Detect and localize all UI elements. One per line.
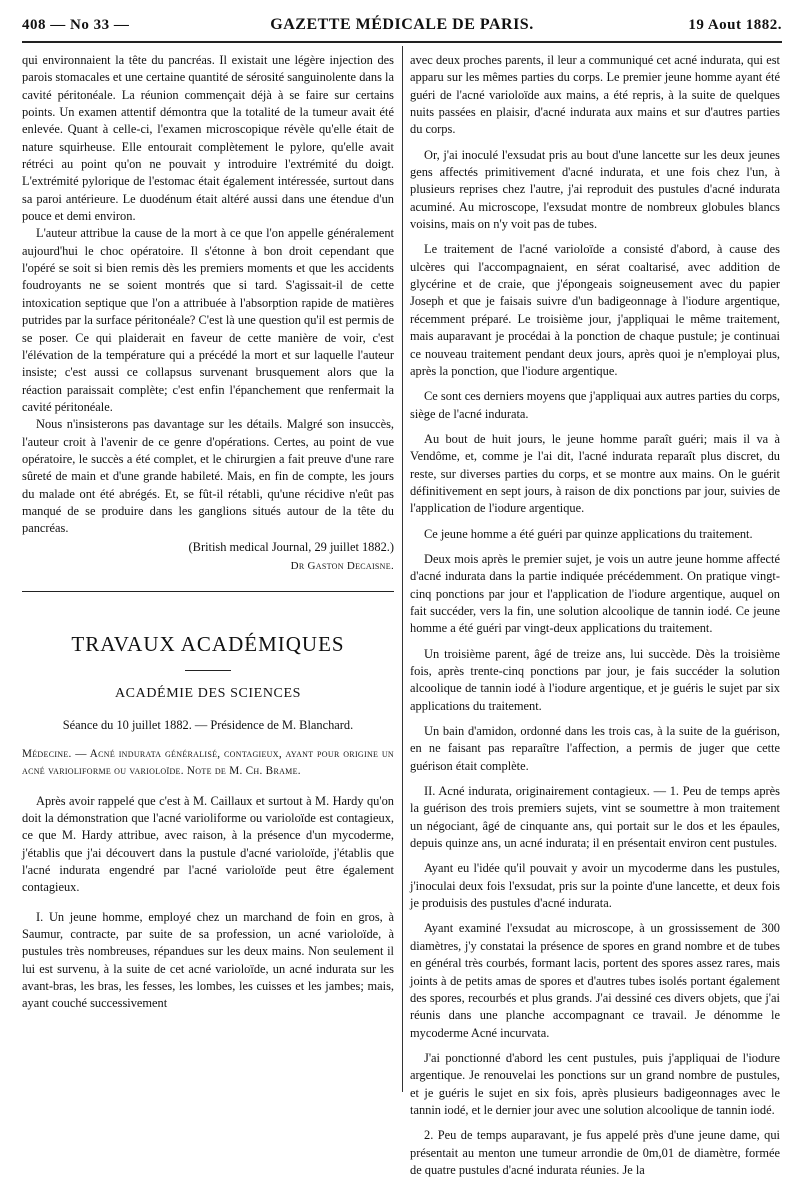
paragraph: Au bout de huit jours, le jeune homme paraît guéri; mais il va à Vendôme, et, comme je l'ai dit, l'acné indurata reparaît plus discret, du reste, sur diverses parties du corps, et se montre aux mains. On le guérit définitivement en sept jours, à raison de dix ponctions par jour, suivies de l'application de l'iodure argentique.	[410, 431, 780, 516]
paragraph: Ce sont ces derniers moyens que j'appliquai aux autres parties du corps, siège de l'acné indurata.	[410, 389, 780, 421]
paragraph: Un troisième parent, âgé de treize ans, lui succède. Dès la troisième fois, après trente-cinq ponctions par jour, je fais succéder la solution alcoolique de tannin iodé à l'iodure argentique, et je guéris le sujet par six applications du traitement.	[410, 646, 780, 713]
paragraph: Nous n'insisterons pas davantage sur les détails. Malgré son insuccès, l'auteur croit à l'avenir de ce genre d'opérations. Certes, au point de vue opératoire, le succès a été complet, et le chirurgien a fait preuve d'une rare sûreté de main et d'une grande habileté. Mais, en fin de compte, les jours du malade ont été abrégés. Et, se fût-il rétabli, qu'une récidive n'eût pas manqué de se produire dans les ganglions situés autour de la tête du pancréas.	[22, 417, 394, 536]
academy-title: ACADÉMIE DES SCIENCES	[114, 686, 302, 702]
title-rule	[185, 670, 231, 671]
paragraph: qui environnaient la tête du pancréas. Il existait une légère injection des parois stomacales et une certaine quantité de sérosité sanguinolente dans la cavité péritonéale. La réunion commençait déjà à se faire sur certains points. Un examen attentif démontra que la totalité de la tumeur avait été enlevée. Quant à celle-ci, l'examen microscopique révèle qu'elle était de nature squirheuse. Elle entourait complètement le pylore, qu'elle avait rétréci au point qu'on ne pouvait y introduire l'extrémité du doigt. L'extrémité pylorique de l'estomac était également intéressée, surtout dans sa paroi antérieure. Le duodénum était altéré aussi dans une étendue d'un pouce et demi environ.	[22, 53, 394, 224]
paragraph: 2. Peu de temps auparavant, je fus appelé près d'une jeune dame, qui présentait au menton une tumeur arrondie de 0m,01 de diamètre, formée de quatre pustules d'acné indurata réunies. Je la	[410, 1128, 780, 1177]
journal-title: GAZETTE MÉDICALE DE PARIS.	[270, 16, 534, 33]
left-column	[22, 52, 394, 1013]
paragraph: Ayant examiné l'exsudat au microscope, à un grossissement de 300 diamètres, j'y constatai la présence de spores en grand nombre et de tubes en général très courbés, formant lacis, portent des spores assez rares, mais joints à de petits amas de spores et d'autres tubes isolés portant également des spores, recourbés et plus grands. J'ai dessiné ces divers objets, que j'ai réunis dans une planche accompagnant ce travail. Je dénomme le mycoderme Acné incurvata.	[410, 921, 780, 1040]
author-signature: Dr Gaston Decaisne.	[290, 559, 394, 572]
paragraph: avec deux proches parents, il leur a communiqué cet acné indurata, qui est apparu sur les mêmes parties du corps. Le premier jeune homme ayant été guéri de l'acné varioloïde aux mains, a été repris, à la suite de quelques nuits passées en plaisir, d'acné indurata aux mains et sur d'autres parties du corps.	[410, 53, 780, 137]
issue-date: 19 Aout 1882.	[688, 16, 782, 33]
right-column	[410, 52, 780, 1179]
column-divider	[402, 46, 403, 1092]
section-divider	[22, 591, 394, 592]
section-title: TRAVAUX ACADÉMIQUES	[71, 632, 345, 657]
paragraph: Ayant eu l'idée qu'il pouvait y avoir un mycoderme dans les pustules, j'inoculai deux fois l'exsudat, pris sur la pointe d'une lancette, et deux fois je produisis des pustules d'acné indurata.	[410, 861, 780, 911]
paragraph: J'ai ponctionné d'abord les cent pustules, puis j'appliquai de l'iodure argentique. Je renouvelai les ponctions sur un grand nombre de pustules, et je guéris le sujet en six fois, après plusieurs badigeonnages avec le tannin iodé, et le dernier jour avec une solution alcoolique de tannin iodé.	[410, 1050, 780, 1117]
paragraph: L'auteur attribue la cause de la mort à ce que l'on appelle généralement aujourd'hui le choc opératoire. Il s'étonne à bon droit cependant que l'opéré se soit si bien remis dès les premiers moments et que les accidents foudroyants ne se soient montrés que si tard. S'agissait-il de cette intoxication septique que l'on a attribuée à l'absorption rapide de matières putrides par la surface péritonéale? C'est là une question qu'il est permis de se poser. Ce qui plaiderait en faveur de cette manière de voir, c'est l'élévation de la température qui a précédé la mort et sur laquelle l'auteur insiste; c'est aussi ce collapsus survenant brusquement alors que la réaction paraissait complète; c'est enfin l'épanchement que renfermait la cavité péritonéale.	[22, 226, 394, 414]
citation: (British medical Journal, 29 juillet 1882.)	[188, 539, 394, 554]
page-number: 408 — No 33 —	[22, 16, 130, 33]
paragraph: Un bain d'amidon, ordonné dans les trois cas, à la suite de la guérison, en ne faisant pas reparaître l'affection, a permis de juger que cette guérison était complète.	[410, 724, 780, 773]
article-heading: Médecine. — Acné indurata généralisé, contagieux, ayant pour origine un acné varioliforme ou varioloïde. Note de M. Ch. Brame.	[22, 748, 394, 778]
header-rule	[22, 41, 782, 43]
paragraph: I. Un jeune homme, employé chez un marchand de foin en gros, à Saumur, contracte, par suite de sa profession, un acné varioloïde, à pustules très nombreuses, répandues sur les deux mains. Non seulement il lui est survenu, à la suite de cet acné varioloïde, un acné indurata sur les avant-bras, les bras, les fesses, les lombes, les cuisses et les jambes; mais, ayant couché successivement	[22, 909, 394, 1011]
paragraph: Après avoir rappelé que c'est à M. Caillaux et surtout à M. Hardy qu'on doit la démonstration que l'acné varioliforme ou varioloïde est contagieux, ce que M. Hardy attribue, avec raison, à la présence d'un mycoderme, j'établis que j'ai découvert dans la pustule d'acné varioloïde, j'établis que l'acné indurata engendré par l'acné varioloïde peut être également contagieux.	[22, 793, 394, 895]
paragraph: Le traitement de l'acné varioloïde a consisté d'abord, à cause des ulcères qui l'accompagnaient, en sérat coaltarisé, avec addition de glycérine et de craie, que j'épongeais soigneusement avec du papier Joseph et que je faisais suivre d'un badigeonnage à l'iodure argentique, récemment préparé. Le troisième jour, j'appliquai le même traitement, mais auparavant je procédai à la ponction de chaque pustule; je continuai ce nouveau traitement pendant deux jours, après quoi je n'employai plus, après la ponction, que l'iodure argentique.	[410, 242, 780, 378]
paragraph: Ce jeune homme a été guéri par quinze applications du traitement.	[424, 526, 753, 541]
paragraph: II. Acné indurata, originairement contagieux. — 1. Peu de temps après la guérison des trois premiers sujets, vint se soumettre à mon traitement un négociant, âgé de cinquante ans, qui portait sur le dos et les épaules, depuis quinze ans, un acné indurata; il en présentait environ cent pustules.	[410, 784, 780, 851]
paragraph: Deux mois après le premier sujet, je vois un autre jeune homme affecté d'acné indurata dans la partie indiquée précédemment. On pratique vingt-cinq ponctions par jour et l'application de l'iodure argentique, auquel on fait succéder, vers la fin, une solution alcoolique de tannin iodé. Ce jeune homme a été guéri par vingt-deux applications du traitement.	[410, 551, 780, 636]
session-line: Séance du 10 juillet 1882. — Présidence de M. Blanchard.	[62, 717, 354, 732]
paragraph: Or, j'ai inoculé l'exsudat pris au bout d'une lancette sur les deux jeunes gens affectés primitivement d'acné indurata, et une fois chez l'un, à plusieurs reprises chez l'autre, j'ai reproduit des pustules d'acné indurata acuminé. Au microscope, l'exsudat montre de nombreux globules blancs voisins, mais on n'y voit pas de tubes.	[410, 147, 780, 232]
page-header	[22, 10, 782, 40]
